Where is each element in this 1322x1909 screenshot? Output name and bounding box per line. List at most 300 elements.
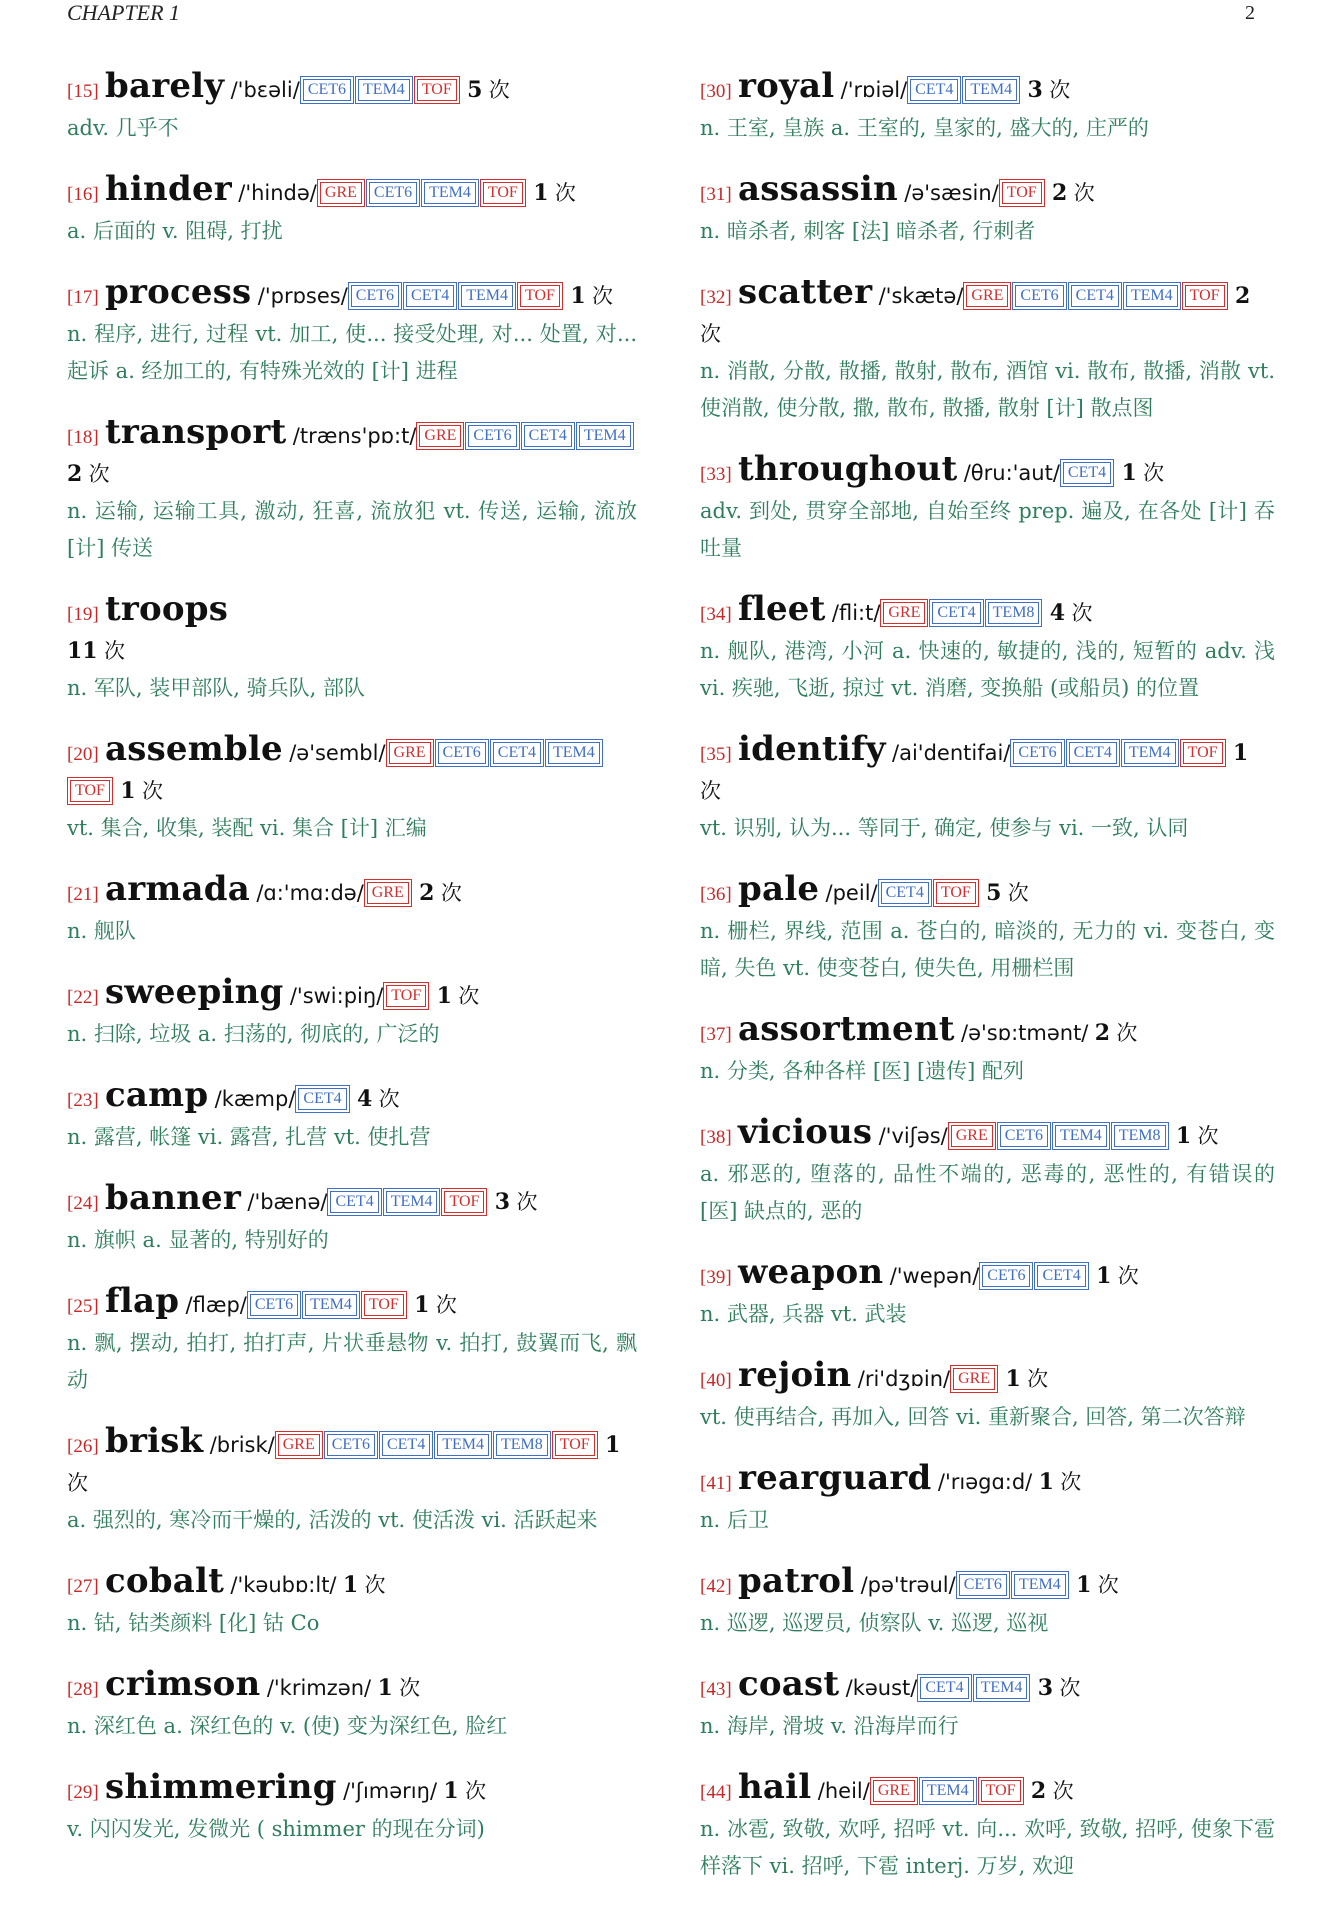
- exam-tag: TEM8: [496, 1434, 548, 1456]
- count-unit: 次: [1027, 1367, 1049, 1391]
- exam-tag: GRE: [419, 425, 461, 447]
- occurrence-count: 1: [533, 180, 549, 206]
- count-unit: 次: [700, 322, 721, 346]
- count-unit: 次: [554, 181, 576, 205]
- exam-tag: CET6: [327, 1434, 375, 1456]
- entry-headline: [67, 1180, 637, 1222]
- phonetic: /pə'trəul/: [860, 1573, 956, 1597]
- entry-index: [43]: [700, 1679, 732, 1700]
- exam-tag: TOF: [483, 182, 523, 204]
- entry-index: [17]: [67, 287, 99, 308]
- headword: assemble: [105, 729, 283, 769]
- entry-index: [39]: [700, 1267, 732, 1288]
- occurrence-count: 1: [605, 1432, 621, 1458]
- occurrence-count: 2: [1052, 180, 1068, 206]
- exam-tag: TOF: [364, 1294, 404, 1316]
- exam-tag: CET4: [524, 425, 572, 447]
- definition: n. 钴, 钴类颜料 [化] 钴 Co: [67, 1611, 320, 1635]
- occurrence-count: 2: [67, 461, 83, 487]
- vocab-entry: [67, 1077, 637, 1156]
- headword: pale: [738, 869, 820, 909]
- headword: sweeping: [105, 972, 284, 1012]
- phonetic: /'kəubɒ:lt/: [230, 1573, 337, 1597]
- entry-headline: [700, 591, 1275, 633]
- vocab-entry: [67, 1769, 637, 1848]
- phonetic: /kəust/: [845, 1676, 918, 1700]
- phonetic: /ə'sembl/: [289, 741, 386, 765]
- vocab-entry: [700, 1011, 1275, 1090]
- exam-tag: TOF: [520, 285, 560, 307]
- exam-tag: CET6: [468, 425, 516, 447]
- occurrence-count: 3: [1037, 1675, 1054, 1701]
- exam-tag: CET6: [1013, 742, 1061, 764]
- exam-tag: CET6: [959, 1574, 1007, 1596]
- count-unit: 次: [1143, 461, 1165, 485]
- vocab-entry: [700, 871, 1275, 987]
- exam-tag: CET6: [438, 742, 486, 764]
- count-unit: 次: [67, 1471, 88, 1495]
- exam-tag: CET6: [982, 1265, 1030, 1287]
- headword: armada: [105, 869, 250, 909]
- vocab-entry: [700, 591, 1275, 707]
- headword: hinder: [105, 169, 232, 209]
- vocab-entry: [700, 1254, 1275, 1333]
- exam-tag: CET6: [250, 1294, 298, 1316]
- exam-tag: CET4: [910, 79, 958, 101]
- occurrence-count: 3: [494, 1189, 511, 1215]
- phonetic: /θru:'aut/: [963, 461, 1060, 485]
- entry-headline: [67, 1769, 637, 1811]
- headword: vicious: [738, 1112, 873, 1152]
- definition: v. 闪闪发光, 发微光 ( shimmer 的现在分词): [67, 1817, 485, 1841]
- entry-index: [36]: [700, 884, 732, 905]
- headword: barely: [105, 66, 225, 106]
- headword: weapon: [738, 1252, 884, 1292]
- entry-index: [23]: [67, 1090, 99, 1111]
- count-unit: 次: [364, 1573, 386, 1597]
- phonetic: /ɑ:'mɑ:də/: [256, 881, 364, 905]
- headword: assassin: [738, 169, 898, 209]
- headword: throughout: [738, 449, 958, 489]
- definition: n. 深红色 a. 深红色的 v. (使) 变为深红色, 脸红: [67, 1714, 508, 1738]
- vocab-entry: [67, 414, 637, 567]
- occurrence-count: 1: [377, 1675, 393, 1701]
- exam-tag: CET6: [1000, 1125, 1048, 1147]
- vocab-entry: [700, 731, 1275, 847]
- phonetic: /'wepən/: [889, 1264, 980, 1288]
- exam-tag: GRE: [278, 1434, 320, 1456]
- occurrence-count: 2: [1030, 1778, 1047, 1804]
- count-unit: 次: [1116, 1021, 1138, 1045]
- headword: brisk: [105, 1421, 204, 1461]
- count-unit: 次: [103, 639, 125, 663]
- headword: troops: [105, 589, 229, 629]
- entry-index: [25]: [67, 1296, 99, 1317]
- entry-headline: [700, 171, 1275, 213]
- entry-index: [44]: [700, 1782, 732, 1803]
- vocab-entry: [700, 1769, 1275, 1885]
- entry-headline: [67, 1283, 637, 1325]
- phonetic: /ə'sɒ:tmənt/: [961, 1021, 1089, 1045]
- exam-tag: TEM4: [1014, 1574, 1066, 1596]
- phonetic: /kæmp/: [214, 1087, 296, 1111]
- exam-tag: TOF: [70, 780, 110, 802]
- occurrence-count: 1: [1175, 1123, 1192, 1149]
- exam-tag: TEM4: [1055, 1125, 1107, 1147]
- definition: a. 强烈的, 寒冷而干燥的, 活泼的 vt. 使活泼 vi. 活跃起来: [67, 1508, 598, 1532]
- phonetic: /'krimzən/: [266, 1676, 372, 1700]
- vocab-entry: [67, 974, 637, 1053]
- phonetic: /'ʃımərıŋ/: [343, 1779, 438, 1803]
- definition: n. 旗帜 a. 显著的, 特别好的: [67, 1228, 329, 1252]
- exam-tag: TOF: [936, 882, 976, 904]
- definition: n. 军队, 装甲部队, 骑兵队, 部队: [67, 676, 365, 700]
- left-column: [67, 68, 637, 1872]
- vocab-entry: [67, 731, 637, 847]
- entry-headline: [700, 731, 1275, 810]
- exam-tag: CET6: [369, 182, 417, 204]
- count-unit: 次: [435, 1293, 457, 1317]
- exam-tag: CET4: [406, 285, 454, 307]
- exam-tag: GRE: [883, 602, 925, 624]
- exam-tag: CET6: [1015, 285, 1063, 307]
- phonetic: /'prɒses/: [257, 284, 348, 308]
- exam-tag: TEM4: [548, 742, 600, 764]
- exam-tag: GRE: [951, 1125, 993, 1147]
- vocab-entry: [67, 1666, 637, 1745]
- entry-index: [41]: [700, 1473, 732, 1494]
- exam-tag: CET4: [493, 742, 541, 764]
- chapter-label: CHAPTER 1: [67, 0, 181, 25]
- exam-tag: GRE: [389, 742, 431, 764]
- entry-headline: [67, 414, 637, 493]
- entry-index: [38]: [700, 1127, 732, 1148]
- entry-headline: [67, 871, 637, 913]
- exam-tag: TEM4: [358, 79, 410, 101]
- exam-tag: GRE: [966, 285, 1008, 307]
- vocab-entry: [700, 451, 1275, 567]
- exam-tag: TEM4: [386, 1191, 438, 1213]
- page-number: 2: [1245, 2, 1255, 24]
- exam-tag: TEM4: [1126, 285, 1178, 307]
- entry-headline: [67, 591, 637, 670]
- vocab-entry: [700, 274, 1275, 427]
- phonetic: /'viʃəs/: [878, 1124, 948, 1148]
- definition: n. 扫除, 垃圾 a. 扫荡的, 彻底的, 广泛的: [67, 1022, 440, 1046]
- definition: vt. 集合, 收集, 装配 vi. 集合 [计] 汇编: [67, 816, 427, 840]
- entry-headline: [700, 451, 1275, 493]
- vocab-entry: [67, 591, 637, 707]
- entry-index: [35]: [700, 744, 732, 765]
- definition: n. 栅栏, 界线, 范围 a. 苍白的, 暗淡的, 无力的 vi. 变苍白, 变暗, 失色 vt. 使变苍白, 使失色, 用栅栏围: [700, 919, 1275, 980]
- definition: n. 程序, 进行, 过程 vt. 加工, 使... 接受处理, 对... 处置, 对... 起诉 a. 经加工的, 有特殊光效的 [计] 进程: [67, 322, 637, 383]
- entry-headline: [67, 1423, 637, 1502]
- occurrence-count: 1: [1076, 1572, 1092, 1598]
- vocab-entry: [67, 68, 637, 147]
- exam-tag: TOF: [386, 985, 426, 1007]
- exam-tag: CET4: [298, 1088, 346, 1110]
- count-unit: 次: [1197, 1124, 1219, 1148]
- definition: n. 舰队, 港湾, 小河 a. 快速的, 敏捷的, 浅的, 短暂的 adv. 浅 vi. 疾驰, 飞逝, 掠过 vt. 消磨, 变换船 (或船员) 的位置: [700, 639, 1275, 700]
- phonetic: /træns'pɒ:t/: [292, 424, 417, 448]
- entry-index: [15]: [67, 81, 99, 102]
- occurrence-count: 11: [67, 638, 98, 664]
- phonetic: /flæp/: [185, 1293, 247, 1317]
- count-unit: 次: [1071, 601, 1093, 625]
- definition: n. 冰雹, 致敬, 欢呼, 招呼 vt. 向... 欢呼, 致敬, 招呼, 使象下雹样落下 vi. 招呼, 下雹 interj. 万岁, 欢迎: [700, 1817, 1275, 1878]
- count-unit: 次: [465, 1779, 487, 1803]
- exam-tag: TOF: [981, 1780, 1021, 1802]
- entry-headline: [700, 68, 1275, 110]
- entry-headline: [67, 171, 637, 213]
- exam-tag: GRE: [873, 1780, 915, 1802]
- phonetic: /ai'dentifai/: [892, 741, 1011, 765]
- vocab-entry: [67, 1563, 637, 1642]
- phonetic: /'swi:piŋ/: [289, 984, 384, 1008]
- count-unit: 次: [1059, 1676, 1081, 1700]
- count-unit: 次: [1097, 1573, 1119, 1597]
- occurrence-count: 1: [436, 983, 452, 1009]
- definition: a. 邪恶的, 堕落的, 品性不端的, 恶毒的, 恶性的, 有错误的 [医] 缺点的, 恶的: [700, 1162, 1275, 1223]
- occurrence-count: 2: [1094, 1020, 1111, 1046]
- entry-headline: [700, 1114, 1275, 1156]
- vocab-entry: [67, 1283, 637, 1399]
- definition: n. 巡逻, 巡逻员, 侦察队 v. 巡逻, 巡视: [700, 1611, 1049, 1635]
- definition: n. 暗杀者, 刺客 [法] 暗杀者, 行刺者: [700, 219, 1036, 243]
- entry-headline: [67, 1077, 637, 1119]
- exam-tag: CET6: [303, 79, 351, 101]
- occurrence-count: 1: [443, 1778, 459, 1804]
- vocab-entry: [67, 274, 637, 390]
- definition: vt. 识别, 认为... 等同于, 确定, 使参与 vi. 一致, 认同: [700, 816, 1189, 840]
- count-unit: 次: [488, 78, 510, 102]
- vocab-entry: [67, 1423, 637, 1539]
- definition: n. 海岸, 滑坡 v. 沿海岸而行: [700, 1714, 959, 1738]
- vocab-entry: [700, 1666, 1275, 1745]
- vocab-entry: [700, 1357, 1275, 1436]
- exam-tag: TOF: [1183, 742, 1223, 764]
- phonetic: /fli:t/: [831, 601, 881, 625]
- count-unit: 次: [700, 779, 721, 803]
- exam-tag: CET6: [351, 285, 399, 307]
- count-unit: 次: [88, 462, 110, 486]
- entry-index: [30]: [700, 81, 732, 102]
- exam-tag: GRE: [367, 882, 409, 904]
- exam-tag: CET4: [1063, 462, 1111, 484]
- occurrence-count: 1: [1232, 740, 1249, 766]
- definition: n. 舰队: [67, 919, 136, 943]
- headword: assortment: [738, 1009, 955, 1049]
- definition: adv. 几乎不: [67, 116, 179, 140]
- phonetic: /brisk/: [209, 1433, 275, 1457]
- phonetic: /'rɒiəl/: [840, 78, 908, 102]
- vocab-entry: [67, 171, 637, 250]
- entry-index: [32]: [700, 287, 732, 308]
- occurrence-count: 5: [986, 880, 1002, 906]
- phonetic: /'rıəgɑ:d/: [937, 1470, 1033, 1494]
- headword: crimson: [105, 1664, 261, 1704]
- exam-tag: TEM4: [424, 182, 476, 204]
- exam-tag: CET4: [932, 602, 980, 624]
- entry-headline: [700, 1769, 1275, 1811]
- vocab-entry: [67, 871, 637, 950]
- exam-tag: TEM4: [965, 79, 1017, 101]
- entry-headline: [700, 274, 1275, 353]
- exam-tag: CET4: [1037, 1265, 1085, 1287]
- entry-headline: [67, 68, 637, 110]
- headword: camp: [105, 1075, 209, 1115]
- exam-tag: TOF: [417, 79, 457, 101]
- exam-tag: CET4: [881, 882, 929, 904]
- occurrence-count: 2: [419, 880, 435, 906]
- exam-tag: TOF: [444, 1191, 484, 1213]
- headword: process: [105, 272, 252, 312]
- phonetic: /ri'dʒɒin/: [857, 1367, 951, 1391]
- definition: n. 王室, 皇族 a. 王室的, 皇家的, 盛大的, 庄严的: [700, 116, 1149, 140]
- headword: identify: [738, 729, 886, 769]
- exam-tag: TEM4: [579, 425, 631, 447]
- entry-index: [31]: [700, 184, 732, 205]
- count-unit: 次: [1049, 78, 1071, 102]
- definition: adv. 到处, 贯穿全部地, 自始至终 prep. 遍及, 在各处 [计] 吞吐量: [700, 499, 1275, 560]
- occurrence-count: 3: [1027, 77, 1043, 103]
- occurrence-count: 5: [467, 77, 483, 103]
- count-unit: 次: [591, 284, 613, 308]
- headword: rearguard: [738, 1458, 932, 1498]
- occurrence-count: 4: [356, 1086, 373, 1112]
- headword: banner: [105, 1178, 242, 1218]
- entry-index: [19]: [67, 604, 99, 625]
- exam-tag: TOF: [1002, 182, 1042, 204]
- count-unit: 次: [1073, 181, 1095, 205]
- exam-tag: CET4: [382, 1434, 430, 1456]
- vocab-entry: [700, 68, 1275, 147]
- occurrence-count: 1: [1121, 460, 1137, 486]
- headword: rejoin: [738, 1355, 852, 1395]
- exam-tag: TEM8: [1114, 1125, 1166, 1147]
- headword: fleet: [738, 589, 826, 629]
- exam-tag: TEM4: [976, 1677, 1028, 1699]
- count-unit: 次: [458, 984, 480, 1008]
- headword: cobalt: [105, 1561, 225, 1601]
- definition: n. 飘, 摆动, 拍打, 拍打声, 片状垂悬物 v. 拍打, 鼓翼而飞, 飘动: [67, 1331, 637, 1392]
- entry-index: [22]: [67, 987, 99, 1008]
- entry-index: [26]: [67, 1436, 99, 1457]
- phonetic: /peil/: [825, 881, 878, 905]
- headword: royal: [738, 66, 835, 106]
- entry-index: [21]: [67, 884, 99, 905]
- exam-tag: CET4: [1071, 285, 1119, 307]
- exam-tag: GRE: [320, 182, 362, 204]
- definition: a. 后面的 v. 阻碍, 打扰: [67, 219, 283, 243]
- entry-headline: [700, 1357, 1275, 1399]
- headword: transport: [105, 412, 287, 452]
- vocab-entry: [700, 1114, 1275, 1230]
- entry-headline: [700, 1254, 1275, 1296]
- phonetic: /ə'sæsin/: [904, 181, 999, 205]
- exam-tag: CET4: [330, 1191, 378, 1213]
- definition: n. 运输, 运输工具, 激动, 狂喜, 流放犯 vt. 传送, 运输, 流放 [计] 传送: [67, 499, 637, 560]
- occurrence-count: 1: [570, 283, 586, 309]
- entry-index: [24]: [67, 1193, 99, 1214]
- entry-headline: [700, 871, 1275, 913]
- phonetic: /heil/: [817, 1779, 870, 1803]
- entry-index: [20]: [67, 744, 99, 765]
- exam-tag: TEM4: [922, 1780, 974, 1802]
- count-unit: 次: [1117, 1264, 1139, 1288]
- occurrence-count: 1: [120, 778, 136, 804]
- count-unit: 次: [440, 881, 462, 905]
- occurrence-count: 1: [342, 1572, 359, 1598]
- occurrence-count: 1: [1005, 1366, 1021, 1392]
- entry-headline: [67, 731, 637, 810]
- entry-headline: [700, 1563, 1275, 1605]
- definition: n. 后卫: [700, 1508, 769, 1532]
- entry-index: [42]: [700, 1576, 732, 1597]
- headword: scatter: [738, 272, 873, 312]
- count-unit: 次: [1052, 1779, 1074, 1803]
- headword: hail: [738, 1767, 812, 1807]
- count-unit: 次: [1007, 881, 1029, 905]
- exam-tag: CET4: [920, 1677, 968, 1699]
- entry-headline: [67, 1563, 637, 1605]
- entry-headline: [67, 1666, 637, 1708]
- entry-headline: [700, 1011, 1275, 1053]
- definition: n. 露营, 帐篷 vi. 露营, 扎营 vt. 使扎营: [67, 1125, 431, 1149]
- entry-index: [18]: [67, 427, 99, 448]
- exam-tag: TEM4: [305, 1294, 357, 1316]
- occurrence-count: 1: [1096, 1263, 1112, 1289]
- entry-index: [27]: [67, 1576, 99, 1597]
- vocab-entry: [700, 1563, 1275, 1642]
- entry-headline: [700, 1666, 1275, 1708]
- entry-headline: [700, 1460, 1275, 1502]
- entry-index: [16]: [67, 184, 99, 205]
- exam-tag: GRE: [953, 1368, 995, 1390]
- headword: coast: [738, 1664, 840, 1704]
- definition: n. 消散, 分散, 散播, 散射, 散布, 酒馆 vi. 散布, 散播, 消散 vt. 使消散, 使分散, 撒, 散布, 散播, 散射 [计] 散点图: [700, 359, 1275, 420]
- count-unit: 次: [1060, 1470, 1082, 1494]
- entry-index: [34]: [700, 604, 732, 625]
- exam-tag: TOF: [555, 1434, 595, 1456]
- occurrence-count: 1: [414, 1292, 430, 1318]
- entry-index: [33]: [700, 464, 732, 485]
- exam-tag: TEM4: [1124, 742, 1176, 764]
- phonetic: /'bɛəli/: [230, 78, 300, 102]
- definition: vt. 使再结合, 再加入, 回答 vi. 重新聚合, 回答, 第二次答辩: [700, 1405, 1246, 1429]
- entry-index: [37]: [700, 1024, 732, 1045]
- count-unit: 次: [399, 1676, 421, 1700]
- occurrence-count: 4: [1049, 600, 1066, 626]
- count-unit: 次: [516, 1190, 538, 1214]
- entry-index: [40]: [700, 1370, 732, 1391]
- definition: n. 分类, 各种各样 [医] [遗传] 配列: [700, 1059, 1025, 1083]
- occurrence-count: 2: [1234, 283, 1251, 309]
- exam-tag: TEM4: [461, 285, 513, 307]
- phonetic: /'bænə/: [247, 1190, 328, 1214]
- phonetic: /'hində/: [238, 181, 317, 205]
- phonetic: /'skætə/: [878, 284, 964, 308]
- entry-headline: [67, 974, 637, 1016]
- vocab-entry: [700, 1460, 1275, 1539]
- exam-tag: TEM4: [437, 1434, 489, 1456]
- exam-tag: TEM8: [988, 602, 1040, 624]
- exam-tag: TOF: [1185, 285, 1225, 307]
- entry-headline: [67, 274, 637, 316]
- entry-index: [28]: [67, 1679, 99, 1700]
- headword: patrol: [738, 1561, 855, 1601]
- vocab-entry: [67, 1180, 637, 1259]
